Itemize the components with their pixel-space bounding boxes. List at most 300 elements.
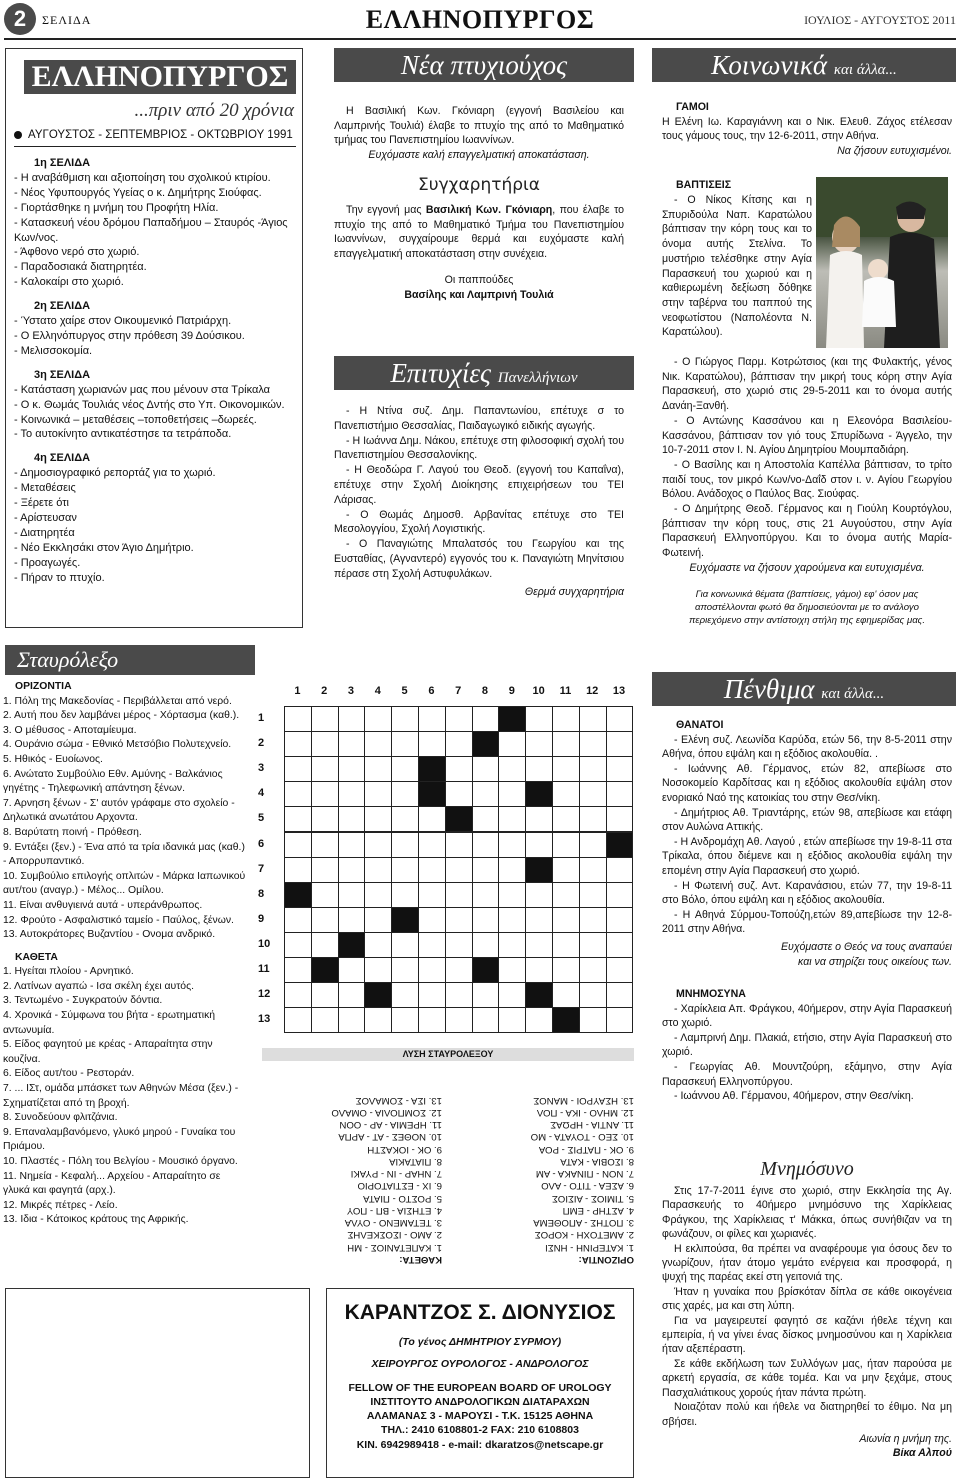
history-item: - Διατηρητέα [14,526,75,539]
crossword-row-number: 8 [258,887,265,900]
crossword-col-number: 9 [508,685,515,697]
crossword-col-number: 1 [294,685,301,697]
crossword-cell[interactable] [552,832,580,858]
crossword-black-cell [472,731,500,757]
solution-across-item: 10. ΣΕΟ - ΤΟΥΑΤΑ - ΜΟ [530,1131,634,1143]
crossword-cell[interactable] [445,756,473,782]
crossword-col-number: 4 [374,685,381,697]
history-item: - Άφθονο νερό στο χωριό. [14,246,140,259]
crossword-row-number: 13 [258,1013,271,1026]
crossword-cell[interactable] [579,706,607,732]
crossword-cell[interactable] [606,882,634,908]
crossword-cell[interactable] [445,882,473,908]
crossword-cell[interactable] [472,882,500,908]
ad-karantzos-line: ΤΗΛ.: 2410 6108801-2 FAX: 210 6108803 [381,1424,579,1437]
memorial-item: - Χαρίκλεια Απ. Φράγκου, 40ήμερον, στην Αγία Παρασκευή στο χωριό. [662,1002,952,1030]
ad-karantzos-line: ΧΕΙΡΟΥΡΓΟΣ ΟΥΡΟΛΟΓΟΣ - ΑΝΔΡΟΛΟΓΟΣ [371,1358,589,1371]
crossword-cell[interactable] [284,1007,312,1033]
crossword-row-number: 1 [258,712,265,724]
crossword-cell[interactable] [284,857,312,883]
crossword-black-cell [498,706,526,732]
solution-across-item: 11. ΑΝΤΙΑ - ΗΡΩΑΣ [550,1119,634,1131]
graduate-wish: Ευχόμαστε καλή επαγγελματική αποκατάσταση. [368,148,590,161]
crossword-cell[interactable] [525,832,553,858]
crossword-row-number: 5 [258,812,265,825]
solution-across-item: 2. ΑΜΕΤΟΧΗ - ΚΟΡΟΣ [534,1229,634,1241]
crossword-cell[interactable] [284,731,312,757]
crossword-cell[interactable] [364,957,392,983]
crossword-cell[interactable] [498,957,526,983]
crossword-grid [284,706,633,1033]
solution-down [262,1065,442,1265]
crossword-cell[interactable] [445,1007,473,1033]
solution-across-item: 5. ΤΙΜΙΟΣ - ΑΙΣΙΟΣ [551,1192,634,1204]
crossword-cell[interactable] [445,706,473,732]
baptisms-heading: ΒΑΠΤΙΣΕΙΣ [676,179,732,191]
exams-section [334,404,624,599]
crossword-cell[interactable] [445,832,473,858]
history-page-heading: 3η ΣΕΛΙΔΑ [34,368,91,381]
deaths-wish: Ευχόμαστε ο Θεός να τους αναπαύει [780,940,952,953]
crossword-cell[interactable] [311,832,339,858]
exam-item: - Ο Παναγιώτης Μπαλατσός του Γεωργίου και της Ευσταθίας, (Αγναντερό) εγγονός του κ. Παναγιώτη Μηνίτσιου πέρασε στη Σχολή Αστυφυλάκων. [334,538,624,580]
crossword-cell[interactable] [418,857,446,883]
crossword-col-number: 10 [532,685,545,697]
crossword-cell[interactable] [445,932,473,958]
crossword-cell[interactable] [579,806,607,832]
crossword-col-number: 7 [455,685,462,697]
crossword-cell[interactable] [364,1007,392,1033]
crossword-cell[interactable] [391,806,419,832]
ad-karantzos-line: ΙΝΣΤΙΤΟΥΤΟ ΑΝΔΡΟΛΟΓΙΚΩΝ ΔΙΑΤΑΡΑΧΩΝ [370,1395,590,1408]
crossword-cell[interactable] [472,907,500,933]
crossword-cell[interactable] [311,882,339,908]
crossword-cell[interactable] [311,857,339,883]
exam-item: - Η Ιωάννα Δημ. Νάκου, επέτυχε στη φιλοσοφική σχολή του Πανεπιστημίου Θεσσαλονίκης. [334,434,624,462]
baptism-item-first: - Ο Νίκος Κίτσης και η Σπυριδούλα Ναπ. Καρατώλου βάπτισαν την κόρη τους και το όνομα αυτής Στελίνα. Το μυστήριο τελέσθηκε στην Αγία Παρασκευή του χωριού και η καθιερωμένη δεξίωση δόθηκε στην ταβέρνα του παππού της νεοφωτίστου (Ναπολέοντα Ν. Καρατώλου). [662,194,812,339]
baptisms-section [662,178,812,193]
crossword-cell[interactable] [472,781,500,807]
crossword-cell[interactable] [498,907,526,933]
down-clue: 12. Μικρές πέτρες - Λείο. [3,1199,118,1211]
crossword-cell[interactable] [498,932,526,958]
crossword-cell[interactable] [445,781,473,807]
crossword-cell[interactable] [498,731,526,757]
crossword-cell[interactable] [311,781,339,807]
crossword-cell[interactable] [472,806,500,832]
crossword-cell[interactable] [525,731,553,757]
weddings-text: Η Ελένη Ιω. Καραγιάννη και ο Νικ. Ελευθ. Ζάχος ετέλεσαν τους γάμους τους, την 12-6-2011, στην Αθήνα. [662,115,952,143]
memorial-paragraph: Ήταν η γυναίκα που βρίσκόταν δίπλα σε κάθε οικογένεια στις χαρές, μα και στη λύπη. [662,1285,952,1313]
history-item: - Κατασκευή νέου δρόμου Παπαδήμου – Σταυρός -Άγιος Κων/νος. [14,216,288,244]
memorial-paragraph: Για να μαγειρευτεί φαγητό σε καζάνι ήθελε τέχνη και εμπειρία, ή να γίνει ένας δίσκος μνημοσύνου και η Χαρίκλεια ήταν αξεπέραστη. [662,1314,952,1356]
crossword-cell[interactable] [498,756,526,782]
crossword-cell[interactable] [579,781,607,807]
crossword-cell[interactable] [284,756,312,782]
baptisms-rest [662,355,952,628]
crossword-cell[interactable] [338,832,366,858]
crossword-cell[interactable] [364,731,392,757]
grandparents-name: Βασίλης και Λαμπρινή Τουλιά [404,288,554,301]
crossword-cell[interactable] [472,1007,500,1033]
crossword-cell[interactable] [579,832,607,858]
solution-across-item: 4. ΑΣΤΗΡ - ΕΜΠ [562,1204,634,1216]
crossword-cell[interactable] [579,882,607,908]
crossword-cell[interactable] [284,706,312,732]
history-page-heading: 4η ΣΕΛΙΔΑ [34,452,91,465]
crossword-cell[interactable] [525,706,553,732]
down-clue: 2. Λατίνων αγαπώ - Ισα σκέλη έχει αυτός. [3,980,194,992]
crossword-cell[interactable] [445,857,473,883]
crossword-cell[interactable] [391,932,419,958]
down-list [3,965,249,1228]
crossword-cell[interactable] [364,857,392,883]
crossword-cell[interactable] [391,857,419,883]
crossword-cell[interactable] [606,1007,634,1033]
weddings-section [662,100,952,158]
crossword-cell[interactable] [338,781,366,807]
crossword-cell[interactable] [606,857,634,883]
crossword-cell[interactable] [418,982,446,1008]
death-item: - Η Φωτεινή συζ. Αντ. Καρανάσιου, ετών 77, την 19-8-11 στο Βόλο, όπου εψάλη και η εξόδιος ακολουθία. [662,879,952,907]
crossword-cell[interactable] [418,706,446,732]
history-item: - Νέος Υφυπουργός Υγείας ο κ. Δημήτρης Σιούφας. [14,186,262,199]
crossword-cell[interactable] [418,832,446,858]
crossword-cell[interactable] [579,957,607,983]
ad-karantzos-line: FELLOW OF THE EUROPEAN BOARD OF UROLOGY [348,1381,612,1394]
crossword-col-number: 5 [401,685,408,697]
crossword-cell[interactable] [338,806,366,832]
exam-item: - Η Θεοδώρα Γ. Λαγού του Θεοδ. (εγγονή του Καπαΐνα), επέτυχε στην Σχολή Διοίκησης επιχειρήσεων του ΤΕΙ Λάρισας. [334,464,624,506]
across-clue: 5. Ηθικός - Ευοίωνος. [3,753,103,765]
history-item: - Δημοσιογραφικό ρεπορτάζ για το χωριό. [14,467,216,480]
crossword-cell[interactable] [311,731,339,757]
crossword-cell[interactable] [606,731,634,757]
across-clue: 12. Φρούτο - Ασφαλιστικό ταμείο - Παύλος, ξένων. [3,914,234,926]
crossword-col-number: 3 [347,685,355,697]
crossword-row-number: 3 [258,762,265,775]
crossword-cell[interactable] [364,882,392,908]
solution-down-heading: ΚΑΘΕΤΑ: [399,1254,442,1265]
crossword-cell[interactable] [498,857,526,883]
crossword-cell[interactable] [445,957,473,983]
death-item: - Ελένη συζ. Λεωνίδα Καρύδα, ετών 56, την 8-5-2011 στην Αθήνα, όπου εψάλη και η εξόδιος ακολουθία. . [662,733,952,761]
crossword-cell[interactable] [525,756,553,782]
crossword-cell[interactable] [364,907,392,933]
page-header [0,0,960,40]
memorial-author: Βίκα Αλπού [892,1447,952,1460]
solution-down-item: 11. ΗΡΕΜΙΑ - ΑΡ - ΟΟΝ [339,1119,442,1131]
death-item: - Η Αθηνά Σύρμου-Τοπούζη,ετών 89,απεβίωσε την 12-8-2011 στην Αθήνα. [662,908,952,936]
crossword-cell[interactable] [552,781,580,807]
solution-down-item: 10. ΝΟΘΕΣ - ΑΤ - ΑΡΠΑ [338,1131,442,1143]
solution-down-item: 9. ΟΚ - ΙΟΚΑΣΤΗ [367,1143,442,1155]
crossword-black-cell [418,781,446,807]
memorial-paragraph: Στις 17-7-2011 έγινε στο χωριό, στην Εκκλησία της Αγ. Παρασκευής το 40ήμερο μνημόσυνο της Χαρίκλειας Φράγκου, της Χαρίκλειας τ' Μάκκα, όπως συνήθιζαν να τη φωνάζουν, οι φίλες και χωριανές. [662,1185,952,1241]
crossword-cell[interactable] [311,706,339,732]
history-item: - Αρίστευσαν [14,511,77,524]
crossword-cell[interactable] [498,982,526,1008]
crossword-col-numbers [284,684,633,700]
crossword-cell[interactable] [606,982,634,1008]
crossword-cell[interactable] [552,907,580,933]
deaths-heading: ΘΑΝΑΤΟΙ [676,719,724,731]
solution-across-item: 6. ΑΣΕΑ - ΤΙΤΟ - ΑΛΟ [541,1180,634,1192]
solution-across-item: 9. ΟΚ - ΠΑΤΡΙΣ - ΡΟΑ [538,1143,634,1155]
history-item: - Το αυτοκίνητο αντικατέστησε τα τετράποδα. [14,428,232,441]
crossword-cell[interactable] [472,706,500,732]
crossword-clues [3,680,249,1228]
crossword-cell[interactable] [391,731,419,757]
page-number-badge: 2 [4,3,36,35]
crossword-cell[interactable] [552,957,580,983]
memorials-heading: ΜΝΗΜΟΣΥΝΑ [676,988,746,1001]
ad-korono [5,1288,310,1478]
crossword-cell[interactable] [579,1007,607,1033]
crossword-black-cell [338,932,366,958]
crossword-cell[interactable] [364,932,392,958]
solution-across-heading: ΟΡΙΖΟΝΤΙΑ: [578,1254,634,1265]
solution-down-item: 5. ΡΟΣΤΟ - ΠΙΑΤΑ [363,1192,442,1204]
crossword-cell[interactable] [391,957,419,983]
header-rule [4,38,956,40]
crossword-cell[interactable] [445,982,473,1008]
down-clue: 5. Είδος φαγητού με κρέας - Απαραίτητα στην κουζίνα. [3,1039,213,1065]
crossword-cell[interactable] [552,806,580,832]
history-list [14,156,296,585]
across-clue: 6. Ανώτατο Συμβούλιο Εθν. Αμύνης - Βαλκάνιος γηγέτης - Τηλεφωνική απάντηση ξένων. [3,768,223,795]
across-clue: 7. Αρνηση ξένων - Σ' αυτόν γράφαμε στο σχολείο - Δηλωτικά ανωτάτου Αρχοντα. [3,797,235,824]
crossword-cell[interactable] [579,731,607,757]
across-clue: 2. Αυτή που δεν λαμβάνει μέρος - Χόρτασμα (καθ.). [3,710,240,722]
crossword-cell[interactable] [338,706,366,732]
mourning-title: Πένθιμα και άλλα... [652,672,956,706]
crossword-cell[interactable] [284,907,312,933]
crossword-cell[interactable] [284,806,312,832]
history-page-heading: 2η ΣΕΛΙΔΑ [34,300,91,313]
crossword-black-cell [472,957,500,983]
crossword-cell[interactable] [552,706,580,732]
crossword-cell[interactable] [579,857,607,883]
crossword-row-numbers [258,706,282,1033]
crossword-cell[interactable] [418,1007,446,1033]
crossword-cell[interactable] [391,1007,419,1033]
crossword-col-number: 6 [428,685,435,697]
crossword-cell[interactable] [606,706,634,732]
crossword-cell[interactable] [338,882,366,908]
ad-karantzos-line: ΑΛΑΜΑΝΑΣ 3 - ΜΑΡΟΥΣΙ - Τ.Κ. 15125 ΑΘΗΝΑ [366,1410,594,1423]
down-clue: 1. Ηγείται πλοίου - Αρνητικό. [3,966,134,978]
history-item: - Ο κ. Θωμάς Τουλιάς νέος Δντής στο Υπ. Οικονομικών. [14,398,285,411]
crossword-cell[interactable] [579,756,607,782]
crossword-cell[interactable] [498,806,526,832]
solution-across-list [448,1093,634,1252]
exams-closing: Θερμά συγχαρητήρια [524,585,624,598]
crossword-cell[interactable] [606,806,634,832]
crossword-black-cell [525,857,553,883]
solution-across-item: 13. ΗΣΑΥΡΟΙ - ΜΑΝΟΣ [533,1094,634,1106]
crossword-black-cell [445,806,473,832]
weddings-wish: Να ζήσουν ευτυχισμένοι. [837,144,952,157]
solution-down-item: 4. ΕΤΗΣΙΑ - ΒΠ - ΠΟΥ [346,1204,442,1216]
crossword-cell[interactable] [606,781,634,807]
crossword-cell[interactable] [418,882,446,908]
baptism-item: - Ο Γιώργος Παρμ. Κοτρώτσιος (και της Φυλακτής, γένος Νικ. Καρατώλου), βάπτισαν την μικρή τους κόρη στην Αγία Παρασκευή, στο χωριό στις 29-5-2011 και το όνομα αυτής Δανάη-Ξανθή. [662,356,952,413]
history-item: - Γιορτάσθηκε η μνήμη του Προφήτη Ηλία. [14,201,219,214]
crossword-cell[interactable] [311,756,339,782]
crossword-cell[interactable] [418,957,446,983]
crossword-row-number: 11 [258,963,270,975]
memorial-title: Μνημόσυνο [760,1158,854,1180]
crossword-cell[interactable] [338,731,366,757]
crossword-cell[interactable] [525,907,553,933]
history-subtitle: ...πριν από 20 χρόνια [134,100,294,121]
crossword-cell[interactable] [552,882,580,908]
across-clue: 13. Αυτοκράτορες Βυζαντίου - Ονομα ανδρικό. [3,929,216,941]
memorial-paragraph: Νοιαζόταν πολύ και ήθελε να διατηρηθεί το έθιμο. Να μη σβήσει. [662,1401,952,1428]
crossword-cell[interactable] [472,832,500,858]
history-item: - Νέο Εκκλησάκι στον Άγιο Δημήτριο. [14,541,194,554]
solution-down-item: 6. ΙΧ - ΕΣΤΙΑΤΟΡΙΟ [357,1180,442,1192]
crossword-black-cell [391,907,419,933]
crossword-cell[interactable] [311,982,339,1008]
memorial-item: - Λαμπρινή Δημ. Πλακιά, ετήσιο, στην Αγία Παρασκευή στο χωριό. [662,1031,952,1059]
crossword-cell[interactable] [364,832,392,858]
history-item: - Ξέρετε ότι [14,497,69,510]
crossword-cell[interactable] [338,982,366,1008]
down-clue: 9. Επαναλαμβανόμενο, γλυκό μηρού - Γυναίκα του Πριάμου. [3,1126,236,1153]
down-clue: 8. Συνοδεύουν φλιτζάνια. [3,1112,118,1124]
crossword-cell[interactable] [284,957,312,983]
mourning-section [662,718,952,1104]
crossword-black-cell [552,1007,580,1033]
history-item: - Καλοκαίρι στο χωριό. [14,276,124,289]
crossword-cell[interactable] [391,781,419,807]
crossword-cell[interactable] [525,957,553,983]
solution-across-item: 3. ΠΟΤΗΣ - ΑΠΟΘΕΜΑ [533,1217,634,1229]
death-item: - Ιωάννης Αθ. Γέρμανος, ετών 82, απεβίωσε στο Νοσοκομείο Καρδίτσας και η εξόδιος ακολουθία εψάλη στον ενοριακό Ναό της κατοικίας του στην Θεσ/νίκη. [662,762,952,804]
crossword-cell[interactable] [552,857,580,883]
crossword-cell[interactable] [472,932,500,958]
crossword-cell[interactable] [472,857,500,883]
crossword-cell[interactable] [284,832,312,858]
crossword-cell[interactable] [418,932,446,958]
crossword-cell[interactable] [445,907,473,933]
solution-across-item: 1. ΚΑΤΕΡΙΝΗ - ΗΝΣΙ [545,1241,634,1253]
crossword-cell[interactable] [418,806,446,832]
crossword-cell[interactable] [391,756,419,782]
crossword-cell[interactable] [498,1007,526,1033]
crossword-cell[interactable] [338,957,366,983]
crossword-cell[interactable] [552,731,580,757]
crossword-cell[interactable] [311,907,339,933]
photo-illustration [816,177,948,348]
crossword-cell[interactable] [552,982,580,1008]
solution-down-item: 2. ΑΜΟ - ΙΣΟΣΚΕΛΗΣ [347,1229,442,1241]
crossword-cell[interactable] [525,1007,553,1033]
history-item: - Πήραν το πτυχίο. [14,571,105,584]
crossword-cell[interactable] [311,932,339,958]
crossword-cell[interactable] [445,731,473,757]
crossword-cell[interactable] [284,781,312,807]
crossword-cell[interactable] [311,806,339,832]
crossword-cell[interactable] [498,882,526,908]
crossword-cell[interactable] [364,781,392,807]
crossword-cell[interactable] [472,756,500,782]
crossword-cell[interactable] [391,832,419,858]
crossword-col-number: 13 [612,685,626,697]
crossword-cell[interactable] [338,1007,366,1033]
crossword-cell[interactable] [606,932,634,958]
crossword-cell[interactable] [525,882,553,908]
crossword-cell[interactable] [525,932,553,958]
across-clue: 10. Συμβούλιο επιλογής οπλιτών - Μάρκα Ιαπωνικού αυτ/του (αναγρ.) - Μέλος... Ομίλου. [3,870,246,897]
crossword-cell[interactable] [391,982,419,1008]
crossword-cell[interactable] [552,932,580,958]
down-clue: 7. ... ΙΣτ, ομάδα μπάσκετ των Αθηνών Μέσα (ξεν.) - Σχηματίζεται από τη βροχή. [3,1083,239,1109]
history-item: - Μεταθέσεις [14,482,76,495]
baptism-photo [816,177,948,348]
history-item: - Ο Ελληνόπυργος στην πρόθεση 39 Δούσικου. [14,329,245,342]
crossword-cell[interactable] [525,806,553,832]
crossword-cell[interactable] [579,932,607,958]
solution-down-list [262,1093,442,1252]
ad-karantzos-content [326,1300,634,1452]
history-page-heading: 1η ΣΕΛΙΔΑ [34,157,91,169]
across-clue: 8. Βαρύτατη ποινή - Πρόθεση. [3,826,142,838]
crossword-black-cell [525,982,553,1008]
memorial-item: - Ιωάννου Αθ. Γέρμανου, 40ήμερον, στην Θεσ/νίκη. [674,1090,914,1103]
crossword-black-cell [284,882,312,908]
across-clue: 3. Ο μέθυσος - Αποταμίευμα. [3,724,137,736]
crossword-cell[interactable] [579,907,607,933]
crossword-cell[interactable] [498,832,526,858]
crossword-cell[interactable] [552,756,580,782]
crossword-cell[interactable] [338,907,366,933]
baptism-item: - Ο Αντώνης Κασσάνου και η Ελεονόρα Βασιλείου-Κασσάνου, βάπτισαν τον γιό τους Σπυρίδωνα - Άγγελο, την 10-7-2011 στον Ι. Ν. Αγίου Δημητρίου Μουμπαδιάρη. [662,414,952,457]
crossword-cell[interactable] [418,907,446,933]
crossword-black-cell [311,957,339,983]
crossword-cell[interactable] [391,882,419,908]
crossword-cell[interactable] [418,731,446,757]
crossword-cell[interactable] [391,706,419,732]
graduate-text: Η Βασιλική Κων. Γκόνιαρη (εγγονή Βασιλείου και Λαμπρινής Τουλιά) έλαβε το πτυχίο της από το Μαθηματικό τμήμας του Πανεπιστημίου Ιωαννίνων. [334,105,624,147]
crossword-col-number: 11 [559,685,572,697]
crossword-cell[interactable] [284,932,312,958]
crossword-cell[interactable] [338,857,366,883]
crossword-cell[interactable] [498,781,526,807]
crossword-row-number: 9 [258,912,265,925]
down-clue: 13. Ιδια - Κάτοικος κράτους της Αφρικής. [3,1214,189,1226]
crossword-cell[interactable] [606,957,634,983]
crossword-cell[interactable] [284,982,312,1008]
down-clue: 3. Τεντωμένο - Συγκρατούν δόντια. [3,995,163,1007]
across-heading: ΟΡΙΖΟΝΤΙΑ [15,681,72,692]
crossword-cell[interactable] [364,756,392,782]
crossword-row-number: 2 [258,737,265,750]
crossword-cell[interactable] [579,982,607,1008]
crossword-cell[interactable] [311,1007,339,1033]
crossword-cell[interactable] [472,982,500,1008]
history-item: - Ύστατο χαίρε στον Οικουμενικό Πατριάρχη. [14,315,232,328]
baptisms-wish: Ευχόμαστε να ζήσουν χαρούμενα και ευτυχισμένα. [689,561,925,574]
crossword-cell[interactable] [338,756,366,782]
crossword-black-cell [418,756,446,782]
crossword-cell[interactable] [606,756,634,782]
crossword-cell[interactable] [364,806,392,832]
crossword-cell[interactable] [364,706,392,732]
crossword-cell[interactable] [606,907,634,933]
